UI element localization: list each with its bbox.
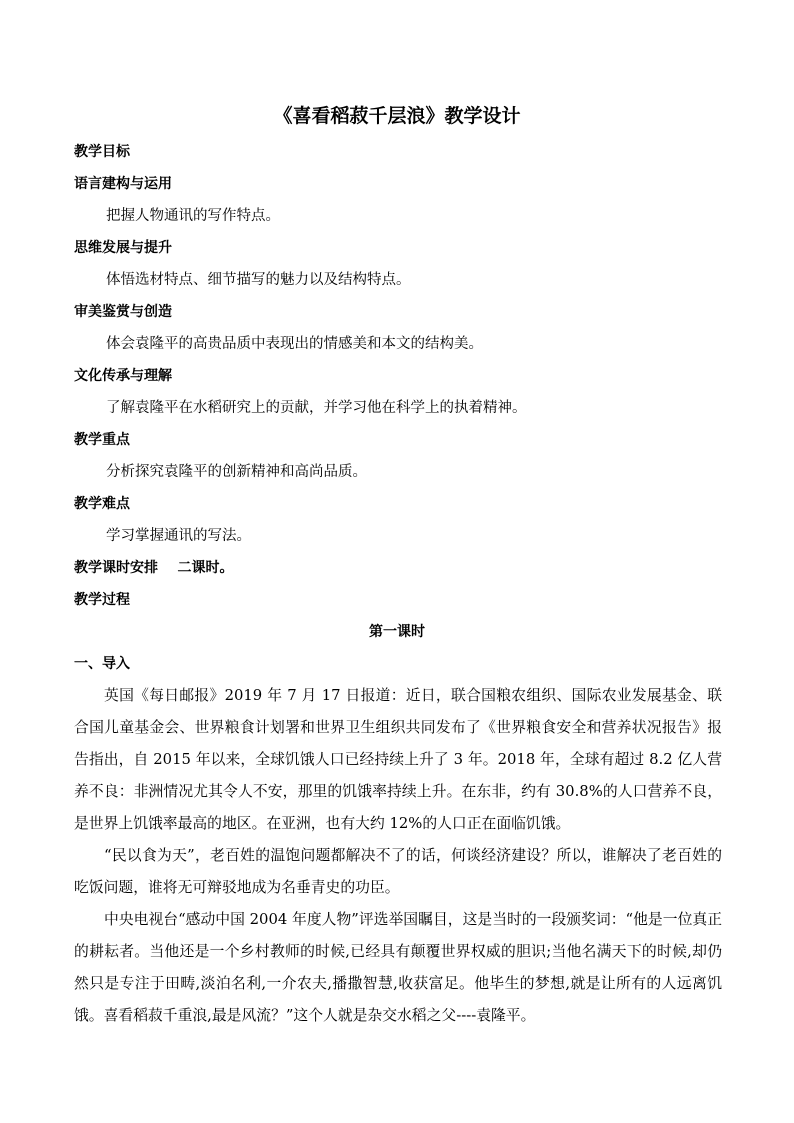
difficulties-heading: 教学难点 <box>74 496 130 512</box>
goal-text-culture: 了解袁隆平在水稻研究上的贡献，并学习他在科学上的执着精神。 <box>106 400 527 416</box>
goal-heading-culture: 文化传承与理解 <box>74 368 172 384</box>
goal-heading-language: 语言建构与运用 <box>74 176 172 192</box>
goal-text-aesthetics: 体会袁隆平的高贵品质中表现出的情感美和本文的结构美。 <box>106 336 483 352</box>
goal-text-thinking: 体悟选材特点、细节描写的魅力以及结构特点。 <box>106 272 411 288</box>
lesson-heading: 第一课时 <box>369 624 425 640</box>
document-title: 《喜看稻菽千层浪》教学设计 <box>273 105 521 127</box>
key-points-text: 分析探究袁隆平的创新精神和高尚品质。 <box>106 464 367 480</box>
goal-heading-thinking: 思维发展与提升 <box>74 240 172 256</box>
intro-paragraph-award: 中央电视台“感动中国 2004 年度人物”评选举国瞩目，这是当时的一段颁奖词：“他是一位真正的耕耘者。当他还是一个乡村教师的时候,已经具有颠覆世界权威的胆识;当他名满天下的时候,却仍然只是专注于田畴,淡泊名利,一介农夫,播撒智慧,收获富足。他毕生的梦想,就是让所有的人远离饥饿。喜看稻菽千重浪,最是风流？”这个人就是杂交水稻之父----袁隆平。 <box>74 911 722 1024</box>
goals-heading: 教学目标 <box>74 144 130 160</box>
section-heading-intro: 一、导入 <box>74 656 130 672</box>
goal-text-language: 把握人物通讯的写作特点。 <box>106 208 280 224</box>
intro-paragraph-report: 英国《每日邮报》2019 年 7 月 17 日报道：近日，联合国粮农组织、国际农业发展基金、联合国儿童基金会、世界粮食计划署和世界卫生组织共同发布了《世界粮食安全和营养状况报告》报告指出，自 2015 年以来，全球饥饿人口已经持续上升了 3 年。2018 年，全球有超过 8.2 亿人营养不良：非洲情况尤其令人不安，那里的饥饿率持续上升。在东非，约有 30.8%的人口营养不良，是世界上饥饿率最高的地区。在亚洲，也有大约 12%的人口正在面临饥饿。 <box>74 687 722 832</box>
intro-paragraph-food: “民以食为天”，老百姓的温饱问题都解决不了的话，何谈经济建设？所以，谁解决了老百姓的吃饭问题，谁将无可辩驳地成为名垂青史的功臣。 <box>74 847 722 896</box>
key-points-heading: 教学重点 <box>74 432 130 448</box>
schedule-line: 教学课时安排 二课时。 <box>74 560 234 576</box>
process-heading: 教学过程 <box>74 592 130 608</box>
difficulties-text: 学习掌握通讯的写法。 <box>106 528 251 544</box>
goal-heading-aesthetics: 审美鉴赏与创造 <box>74 304 172 320</box>
